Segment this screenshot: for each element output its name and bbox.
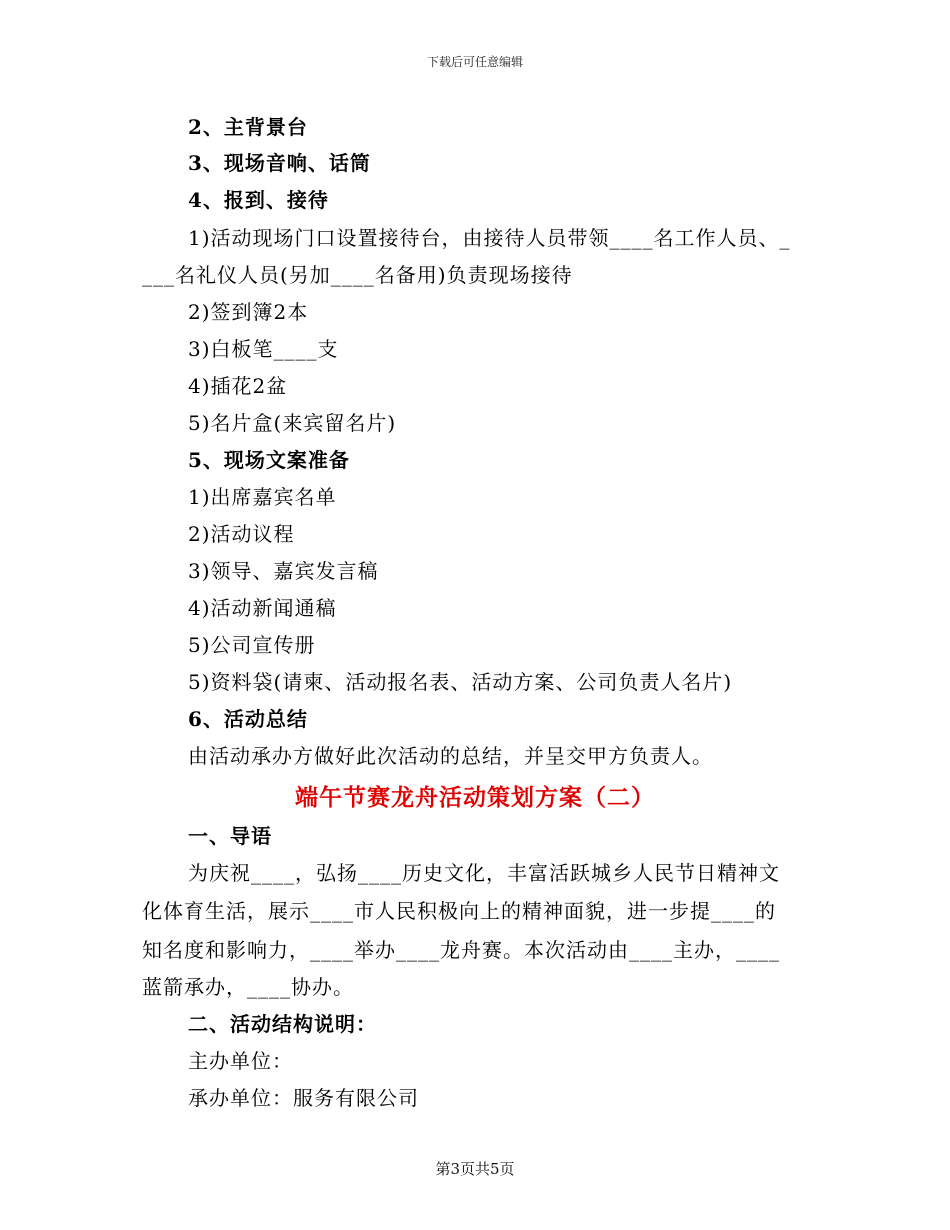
page-footer: 第3页共5页 (435, 1160, 515, 1178)
intro-para-line4: 蓝箭承办，____协办。 (142, 975, 354, 999)
intro-heading: 一、导语 (188, 824, 272, 848)
structure-host: 主办单位： (188, 1049, 293, 1073)
item-4: 4、报到、接待 (188, 188, 329, 212)
item-4-3: 3)白板笔____支 (188, 337, 339, 361)
intro-para-line3: 知名度和影响力，____举办____龙舟赛。本次活动由____主办，____ (142, 938, 780, 962)
page-header-note: 下载后可任意编辑 (426, 55, 523, 69)
item-5-3: 3)领导、嘉宾发言稿 (188, 559, 379, 583)
item-4-1-line2: ___名礼仪人员(另加____名备用)负责现场接待 (142, 263, 573, 287)
item-3: 3、现场音响、话筒 (188, 151, 371, 175)
item-2: 2、主背景台 (188, 115, 308, 139)
intro-para-line1: 为庆祝____，弘扬____历史文化，丰富活跃城乡人民节日精神文 (188, 861, 780, 885)
item-5-6: 5)资料袋(请柬、活动报名表、活动方案、公司负责人名片) (188, 670, 733, 694)
item-6-text: 由活动承办方做好此次活动的总结，并呈交甲方负责人。 (188, 744, 713, 768)
item-5: 5、现场文案准备 (188, 448, 350, 472)
item-5-5: 5)公司宣传册 (188, 633, 316, 657)
item-4-1-line1: 1)活动现场门口设置接待台，由接待人员带领____名工作人员、_ (188, 226, 791, 250)
item-4-4: 4)插花2盆 (188, 374, 288, 398)
intro-para-line2: 化体育生活，展示____市人民积极向上的精神面貌，进一步提____的 (142, 899, 776, 923)
item-4-2: 2)签到簿2本 (188, 300, 309, 324)
item-6: 6、活动总结 (188, 707, 308, 731)
structure-heading: 二、活动结构说明： (188, 1012, 377, 1036)
item-5-4: 4)活动新闻通稿 (188, 596, 337, 620)
item-5-1: 1)出席嘉宾名单 (188, 485, 337, 509)
structure-organizer: 承办单位：服务有限公司 (188, 1086, 419, 1110)
item-5-2: 2)活动议程 (188, 522, 295, 546)
plan-title: 端午节赛龙舟活动策划方案（二） (295, 784, 655, 811)
item-4-5: 5)名片盒(来宾留名片) (188, 411, 397, 435)
